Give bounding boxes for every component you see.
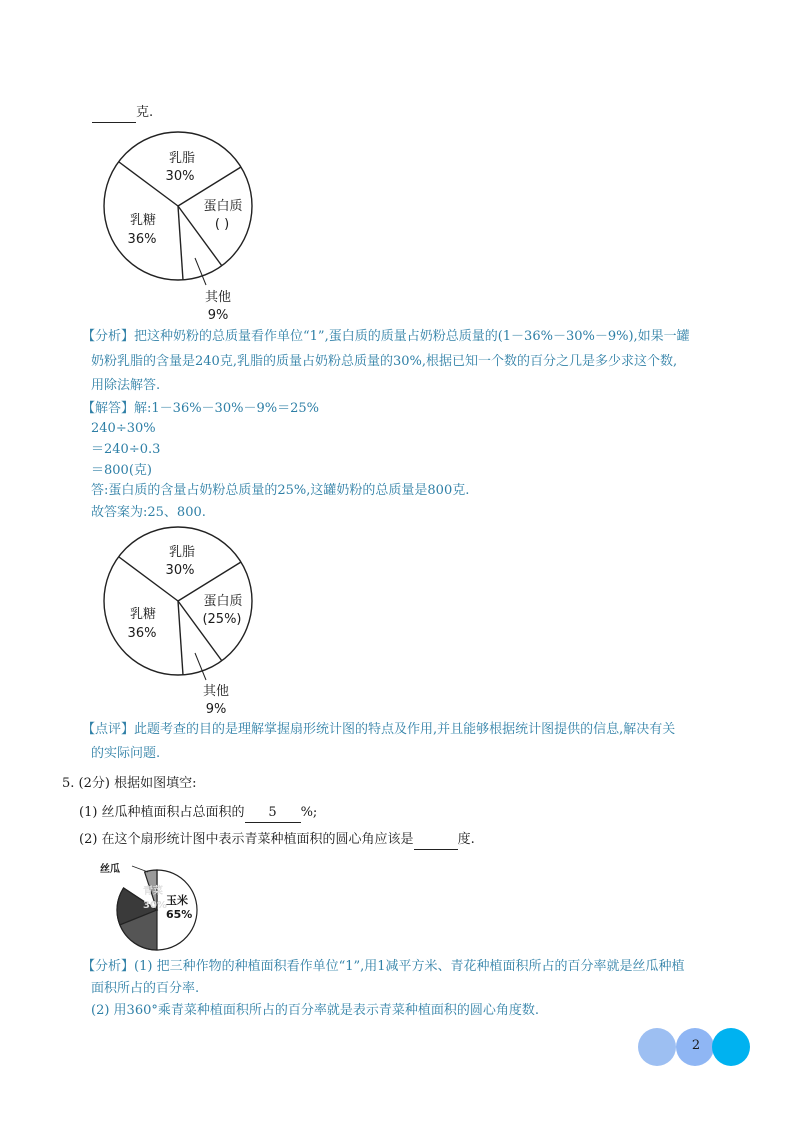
solution-1-line-4: ＝800(克) <box>91 463 152 478</box>
pie-chart-3 <box>98 858 208 953</box>
label-other: 其他 <box>204 290 232 305</box>
label-rutang: 乳糖 <box>129 213 157 228</box>
label-rutzhi: 乳脂 <box>168 545 196 560</box>
solution-1-line-1: 【解答】解:1－36%－30%－9%＝25% <box>82 401 319 416</box>
comment-1-line-2: 的实际问题. <box>91 746 161 761</box>
analysis-tag: 【分析】 <box>82 959 135 974</box>
analysis-1-line-3: 用除法解答. <box>91 378 161 393</box>
analysis-5-line-2: 面积所占的百分率. <box>91 981 200 996</box>
answer-blank-5-1[interactable]: 5 <box>245 804 301 823</box>
label-rutzhi: 乳脂 <box>168 151 196 166</box>
question-5-stem: 5. (2分) 根据如图填空: <box>62 776 197 791</box>
analysis-1-line-2: 奶粉乳脂的含量是240克,乳脂的质量占奶粉总质量的30%,根据已知一个数的百分之几是多少求这个数, <box>91 354 678 369</box>
label-rutzhi-pct: 30% <box>165 563 195 578</box>
fill-blank[interactable] <box>92 104 136 123</box>
solution-1-line-5: 答:蛋白质的含量占奶粉总质量的25%,这罐奶粉的总质量是800克. <box>91 483 470 498</box>
label-protein-pct: ( ) <box>214 217 230 232</box>
label-qingcai-pct: 30% <box>143 900 167 911</box>
solution-1-line-3: ＝240÷0.3 <box>91 442 161 457</box>
question-5-part-1: (1) 丝瓜种植面积占总面积的 5 %; <box>79 804 317 823</box>
label-rutzhi-pct: 30% <box>165 169 195 184</box>
answer-blank-5-2[interactable] <box>414 831 458 850</box>
label-protein: 蛋白质 <box>203 199 243 214</box>
label-protein-pct: (25%) <box>202 612 242 627</box>
label-yumi-pct: 65% <box>166 908 193 921</box>
page-number: 2 <box>691 1038 701 1053</box>
page-badge-right-circle <box>712 1028 750 1066</box>
analysis-5-line-1: 【分析】(1) 把三种作物的种植面积看作单位“1”,用1减平方米、青花种植面积所占的百分率就是丝瓜种植 <box>82 959 685 974</box>
label-sigua: 丝瓜 <box>100 864 120 875</box>
comment-tag: 【点评】 <box>82 722 135 737</box>
analysis-5-line-3: (2) 用360°乘青菜种植面积所占的百分率就是表示青菜种植面积的圆心角度数. <box>91 1003 539 1018</box>
label-other: 其他 <box>202 684 230 699</box>
label-protein: 蛋白质 <box>203 594 243 609</box>
page-badge-left-circle <box>638 1028 676 1066</box>
label-other-pct: 9% <box>205 702 227 717</box>
pie-chart-1 <box>100 130 260 323</box>
solution-tag: 【解答】 <box>82 401 135 416</box>
solution-1-line-6: 故答案为:25、800. <box>91 505 206 520</box>
label-other-pct: 9% <box>207 308 229 323</box>
analysis-1-line-1: 【分析】把这种奶粉的总质量看作单位“1”,蛋白质的质量占奶粉总质量的(1－36%－30%－9%),如果一罐 <box>82 329 690 344</box>
unit-label: 克. <box>136 105 154 120</box>
label-qingcai: 青菜 <box>143 886 163 897</box>
answer-blank-line <box>92 104 153 123</box>
label-rutang-pct: 36% <box>127 626 157 641</box>
label-rutang: 乳糖 <box>129 607 157 622</box>
label-rutang-pct: 36% <box>127 232 157 247</box>
solution-1-line-2: 240÷30% <box>91 421 156 436</box>
label-yumi: 玉米 <box>166 894 188 907</box>
analysis-tag: 【分析】 <box>82 329 135 344</box>
pie-chart-2 <box>100 525 260 717</box>
question-5-part-2: (2) 在这个扇形统计图中表示青菜种植面积的圆心角应该是 度. <box>79 831 475 850</box>
comment-1-line-1: 【点评】此题考查的目的是理解掌握扇形统计图的特点及作用,并且能够根据统计图提供的信息,解决有关 <box>82 722 676 737</box>
